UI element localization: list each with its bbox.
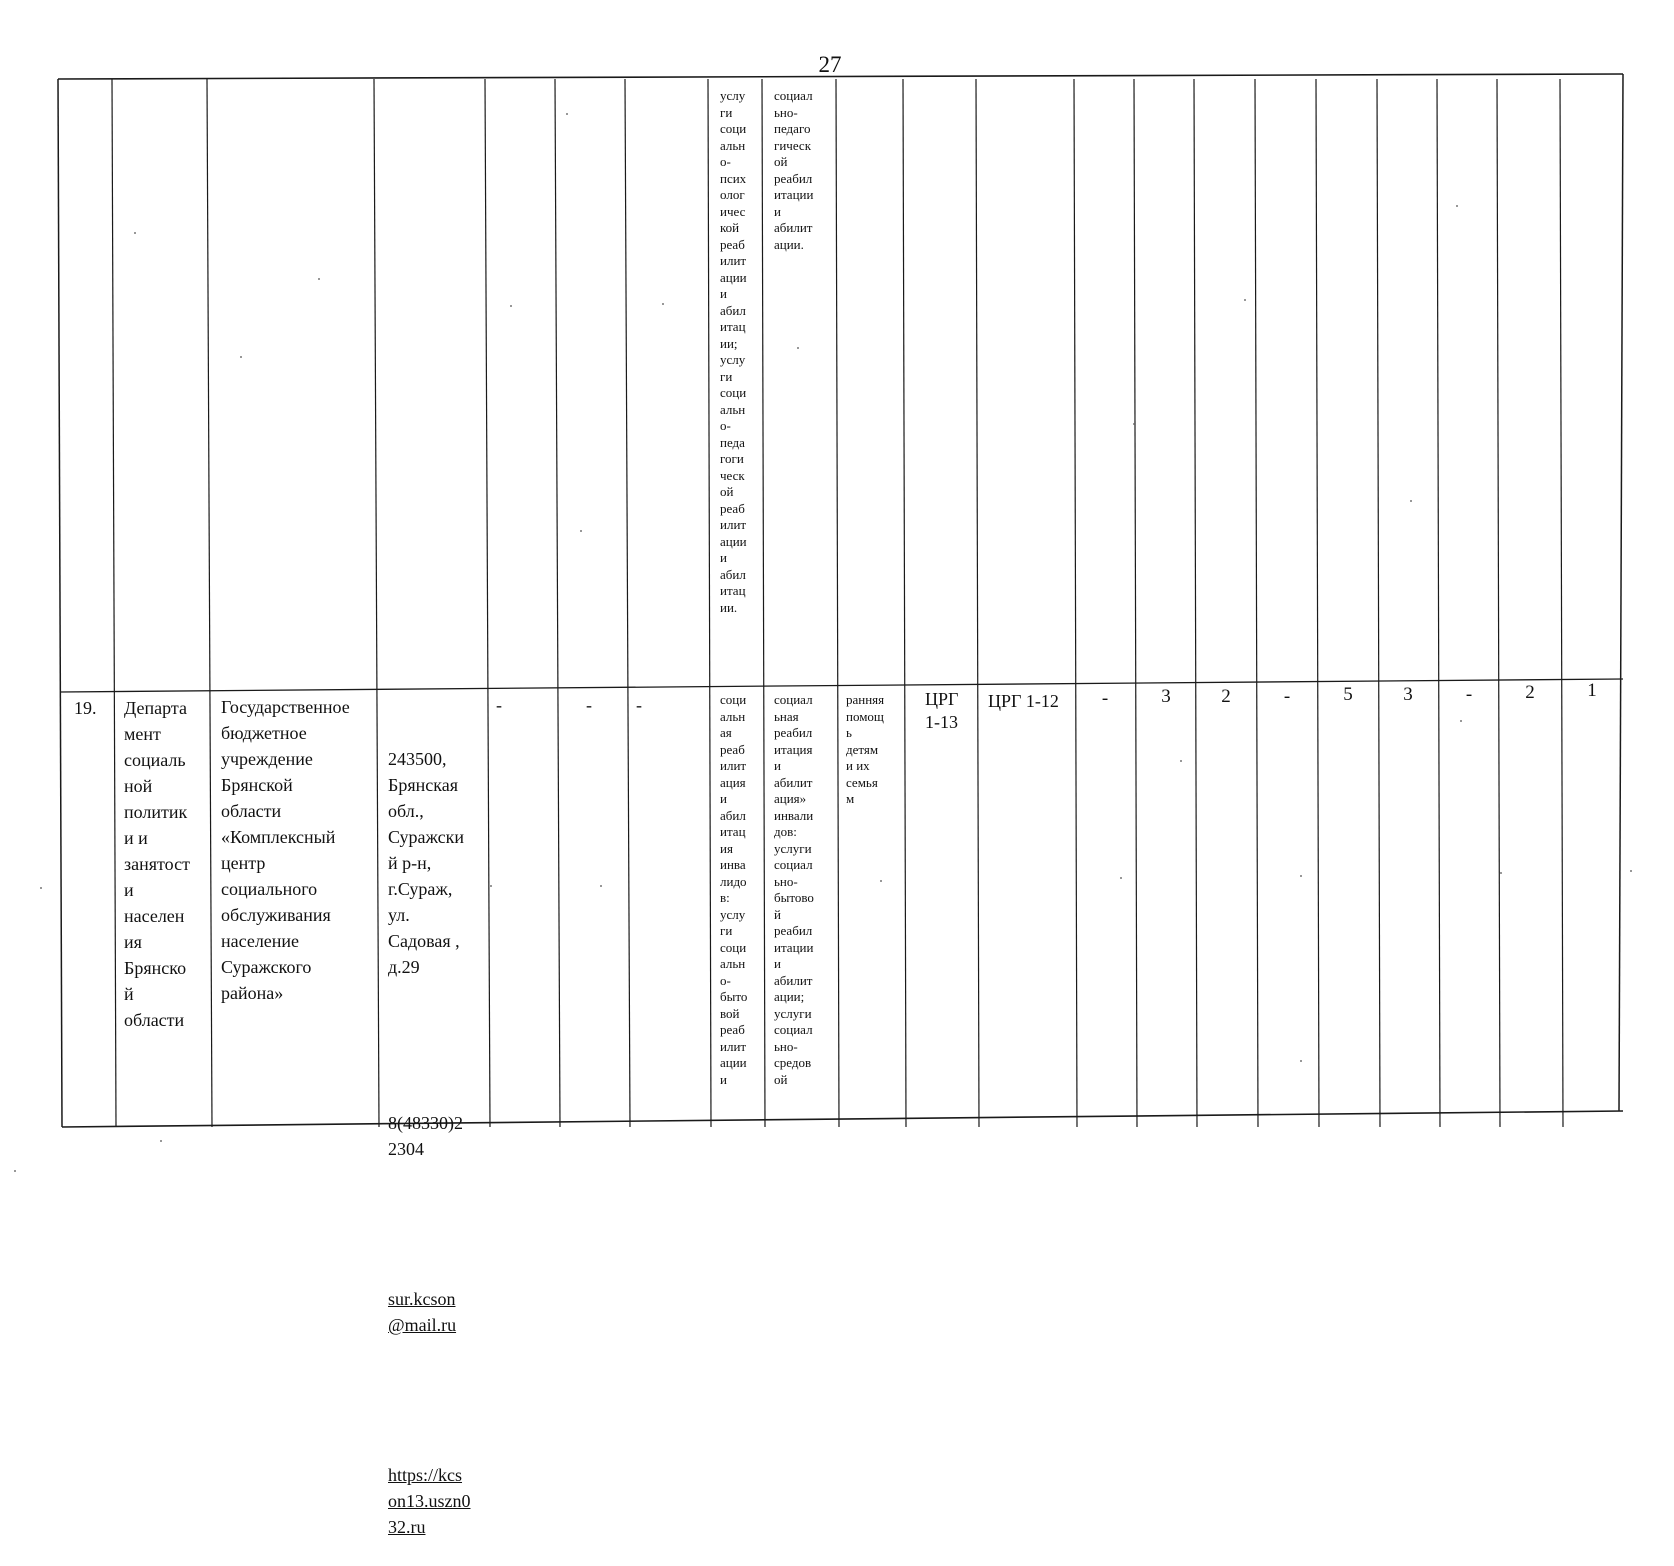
email-link[interactable]: sur.kcson @mail.ru — [388, 1289, 457, 1335]
address-text: 243500, Брянская обл., Суражски й р-н, г.Сураж, ул. Садовая , д.29 — [388, 749, 465, 977]
rehab-cell: социал ьная реабил итация и абилит ация» инвали дов: услуги социал ьно- бытово й реабил итации и абилит ации; услуги социал ьно- средов ой — [774, 692, 814, 1087]
department-cell: Департа мент социаль ной политик и и занятост и населен ия Брянско й области — [124, 698, 190, 1030]
dash-cell-5: - — [496, 695, 502, 715]
continued-services-cell: услу ги соци альн о- псих олог ичес кой реаб илит ации и абил итац ии; услу ги соци альн о- педа гоги ческ ой реаб илит ации и абил итац ии. — [720, 88, 747, 615]
services-cell: соци альн ая реаб илит ация и абил итац ия инва лидо в: услу ги соци альн о- быто вой реаб илит ации и — [720, 692, 748, 1087]
count-cell: - — [1283, 686, 1291, 707]
count-cell: 3 — [1403, 684, 1413, 705]
dash-cell-6: - — [586, 695, 592, 715]
count-cell: 2 — [1221, 686, 1231, 707]
phone-text: 8(48330)2 2304 — [388, 1113, 463, 1159]
institution-cell: Государственное бюджетное учреждение Брянской области «Комплексный центр социального обслуживания население Суражского района» — [221, 697, 350, 1003]
page-number: 27 — [818, 52, 842, 77]
early-help-cell: ранняя помощ ь детям и их семья м — [846, 692, 885, 806]
row-number: 19. — [74, 698, 97, 718]
dash-cell-7: - — [636, 695, 642, 715]
contacts-cell — [388, 694, 488, 1566]
count-cell: 5 — [1343, 684, 1353, 705]
count-cell: 2 — [1525, 682, 1535, 703]
website-link[interactable]: https://kcs on13.uszn0 32.ru — [388, 1465, 471, 1537]
crg-a-cell: ЦРГ 1-13 — [925, 689, 959, 732]
count-cell: - — [1465, 684, 1473, 705]
count-cell: - — [1101, 688, 1109, 709]
crg-b-cell: ЦРГ 1-12 — [988, 691, 1059, 711]
count-cell: 1 — [1587, 680, 1597, 701]
continued-rehab-cell: социал ьно- педаго гическ ой реабил итации и абилит ации. — [774, 88, 814, 252]
count-cell: 3 — [1161, 686, 1171, 707]
